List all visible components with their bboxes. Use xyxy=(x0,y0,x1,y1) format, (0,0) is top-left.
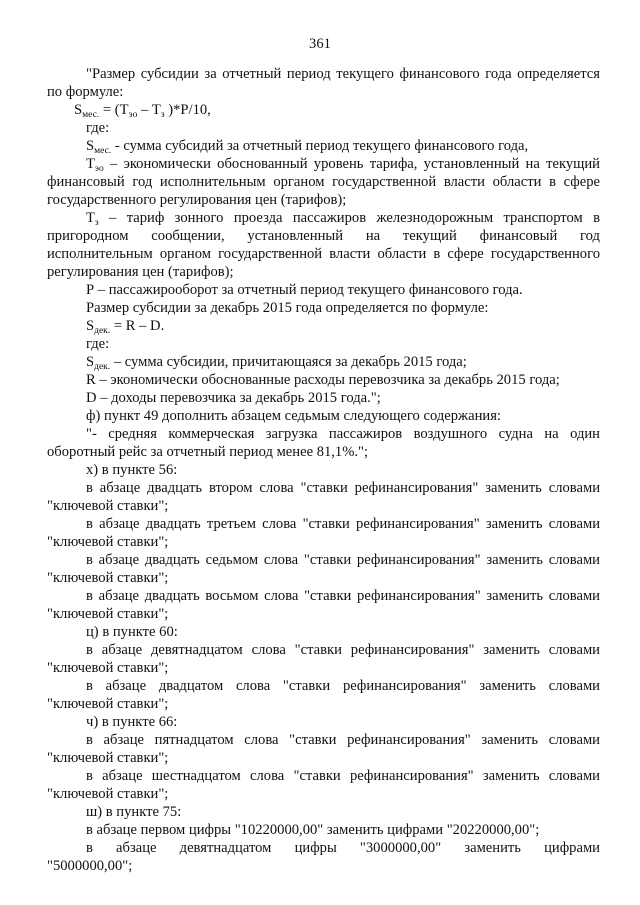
text-run: х) в пункте 56: xyxy=(86,462,178,478)
text-line xyxy=(47,748,600,768)
text-run: Т xyxy=(86,210,95,226)
text-line xyxy=(47,190,600,210)
text-run: = R – D. xyxy=(110,318,165,334)
text-run: "ключевой ставки"; xyxy=(47,660,169,676)
text-run: в абзаце двадцать втором слова "ставки рефинансирования" заменить словами xyxy=(86,480,600,496)
text-line xyxy=(86,136,600,156)
text-run: – тариф зонного проезда пассажиров железнодорожным транспортом в xyxy=(98,210,600,226)
text-run: "- средняя коммерческая загрузка пассажиров воздушного судна на один xyxy=(86,426,600,442)
text-run: в абзаце шестнадцатом слова "ставки рефинансирования" заменить словами xyxy=(86,768,600,784)
subscript-text: мес. xyxy=(82,110,100,120)
text-run: S xyxy=(86,354,95,370)
text-line xyxy=(86,298,600,318)
text-run: Т xyxy=(86,156,95,172)
text-run: в абзаце пятнадцатом слова "ставки рефинансирования" заменить словами xyxy=(86,732,600,748)
text-run: – сумма субсидии, причитающаяся за декабрь 2015 года; xyxy=(110,354,467,370)
text-line xyxy=(86,802,600,822)
text-run: ш) в пункте 75: xyxy=(86,804,182,820)
text-line xyxy=(86,712,600,732)
subscript-text: эо xyxy=(128,110,138,120)
text-run: – экономически обоснованный уровень тарифа, установленный на текущий xyxy=(103,156,600,172)
text-run: Р – пассажирооборот за отчетный период текущего финансового года. xyxy=(86,282,523,298)
formula-line xyxy=(74,100,627,120)
text-run: в абзаце девятнадцатом цифры "3000000,00" заменить цифрами xyxy=(86,840,600,856)
text-run: пригородном сообщении, установленный на текущий финансовый год xyxy=(47,228,600,244)
text-run: Размер субсидии за декабрь 2015 года определяется по формуле: xyxy=(86,300,489,316)
text-run: S xyxy=(86,318,95,334)
text-line xyxy=(86,730,600,750)
text-run: "ключевой ставки"; xyxy=(47,750,169,766)
text-run: ф) пункт 49 дополнить абзацем седьмым следующего содержания: xyxy=(86,408,501,424)
text-line xyxy=(86,64,600,84)
text-run: "5000000,00"; xyxy=(47,858,133,874)
subscript-text: дек. xyxy=(94,362,111,372)
subscript-text: мес. xyxy=(94,146,112,156)
text-line xyxy=(86,820,600,840)
text-line xyxy=(47,694,600,714)
text-run: в абзаце двадцатом слова "ставки рефинансирования" заменить словами xyxy=(86,678,600,694)
text-line xyxy=(86,280,600,300)
text-line xyxy=(47,568,600,588)
text-run: S xyxy=(86,138,95,154)
text-run: государственного регулирования цен (тарифов); xyxy=(47,192,347,208)
text-line xyxy=(86,550,600,570)
text-run: "ключевой ставки"; xyxy=(47,570,169,586)
text-run: по формуле: xyxy=(47,84,124,100)
text-line xyxy=(86,478,600,498)
text-run: "Размер субсидии за отчетный период текущего финансового года определяется xyxy=(86,66,600,82)
text-line xyxy=(86,334,600,354)
text-line xyxy=(86,622,600,642)
text-line xyxy=(86,118,600,138)
text-line xyxy=(86,676,600,696)
text-line xyxy=(86,640,600,660)
page-number: 361 xyxy=(309,36,331,52)
text-run: в абзаце двадцать седьмом слова "ставки рефинансирования" заменить словами xyxy=(86,552,600,568)
text-run: "ключевой ставки"; xyxy=(47,696,169,712)
text-run: "ключевой ставки"; xyxy=(47,534,169,550)
text-run: ч) в пункте 66: xyxy=(86,714,178,730)
text-line xyxy=(47,262,600,282)
text-run: "ключевой ставки"; xyxy=(47,498,169,514)
text-run: "ключевой ставки"; xyxy=(47,786,169,802)
text-line xyxy=(47,82,600,102)
text-line xyxy=(86,208,600,228)
subscript-text: з xyxy=(160,110,165,120)
text-line xyxy=(86,154,600,174)
text-run: ц) в пункте 60: xyxy=(86,624,178,640)
text-run: в абзаце двадцать третьем слова "ставки рефинансирования" заменить словами xyxy=(86,516,600,532)
text-line xyxy=(86,406,600,426)
text-run: )*P/10, xyxy=(164,102,211,118)
text-run: оборотный рейс за отчетный период менее 81,1%."; xyxy=(47,444,369,460)
text-run: - сумма субсидий за отчетный период текущего финансового года, xyxy=(111,138,529,154)
text-line xyxy=(47,244,600,264)
text-run: в абзаце первом цифры "10220000,00" заменить цифрами "20220000,00"; xyxy=(86,822,540,838)
text-line xyxy=(47,856,600,876)
text-run: S xyxy=(74,102,83,118)
text-line xyxy=(47,442,600,462)
text-run: где: xyxy=(86,336,110,352)
text-run: D – доходы перевозчика за декабрь 2015 года."; xyxy=(86,390,381,406)
text-line xyxy=(86,424,600,444)
text-line xyxy=(86,370,600,390)
text-run: в абзаце девятнадцатом слова "ставки рефинансирования" заменить словами xyxy=(86,642,600,658)
text-line xyxy=(47,658,600,678)
text-line xyxy=(47,226,600,246)
formula-line xyxy=(86,316,600,336)
text-run: финансовый год исполнительным органом государственной власти области в сфере xyxy=(47,174,600,190)
text-line xyxy=(47,604,600,624)
subscript-text: эо xyxy=(94,164,104,174)
text-run: – Т xyxy=(137,102,161,118)
text-run: R – экономически обоснованные расходы перевозчика за декабрь 2015 года; xyxy=(86,372,560,388)
text-run: где: xyxy=(86,120,110,136)
text-line xyxy=(86,460,600,480)
subscript-text: дек. xyxy=(94,326,111,336)
text-run: = (Т xyxy=(99,102,129,118)
text-line xyxy=(86,838,600,858)
text-line xyxy=(86,352,600,372)
text-run: "ключевой ставки"; xyxy=(47,606,169,622)
text-run: регулирования цен (тарифов); xyxy=(47,264,234,280)
text-run: в абзаце двадцать восьмом слова "ставки рефинансирования" заменить словами xyxy=(86,588,600,604)
text-line xyxy=(47,784,600,804)
text-line xyxy=(47,496,600,516)
subscript-text: з xyxy=(94,218,99,228)
text-line xyxy=(86,388,600,408)
text-line xyxy=(86,586,600,606)
text-run: исполнительным органом государственной власти области в сфере государственного xyxy=(47,246,600,262)
text-line xyxy=(47,532,600,552)
text-line xyxy=(47,172,600,192)
text-line xyxy=(86,514,600,534)
text-line xyxy=(86,766,600,786)
